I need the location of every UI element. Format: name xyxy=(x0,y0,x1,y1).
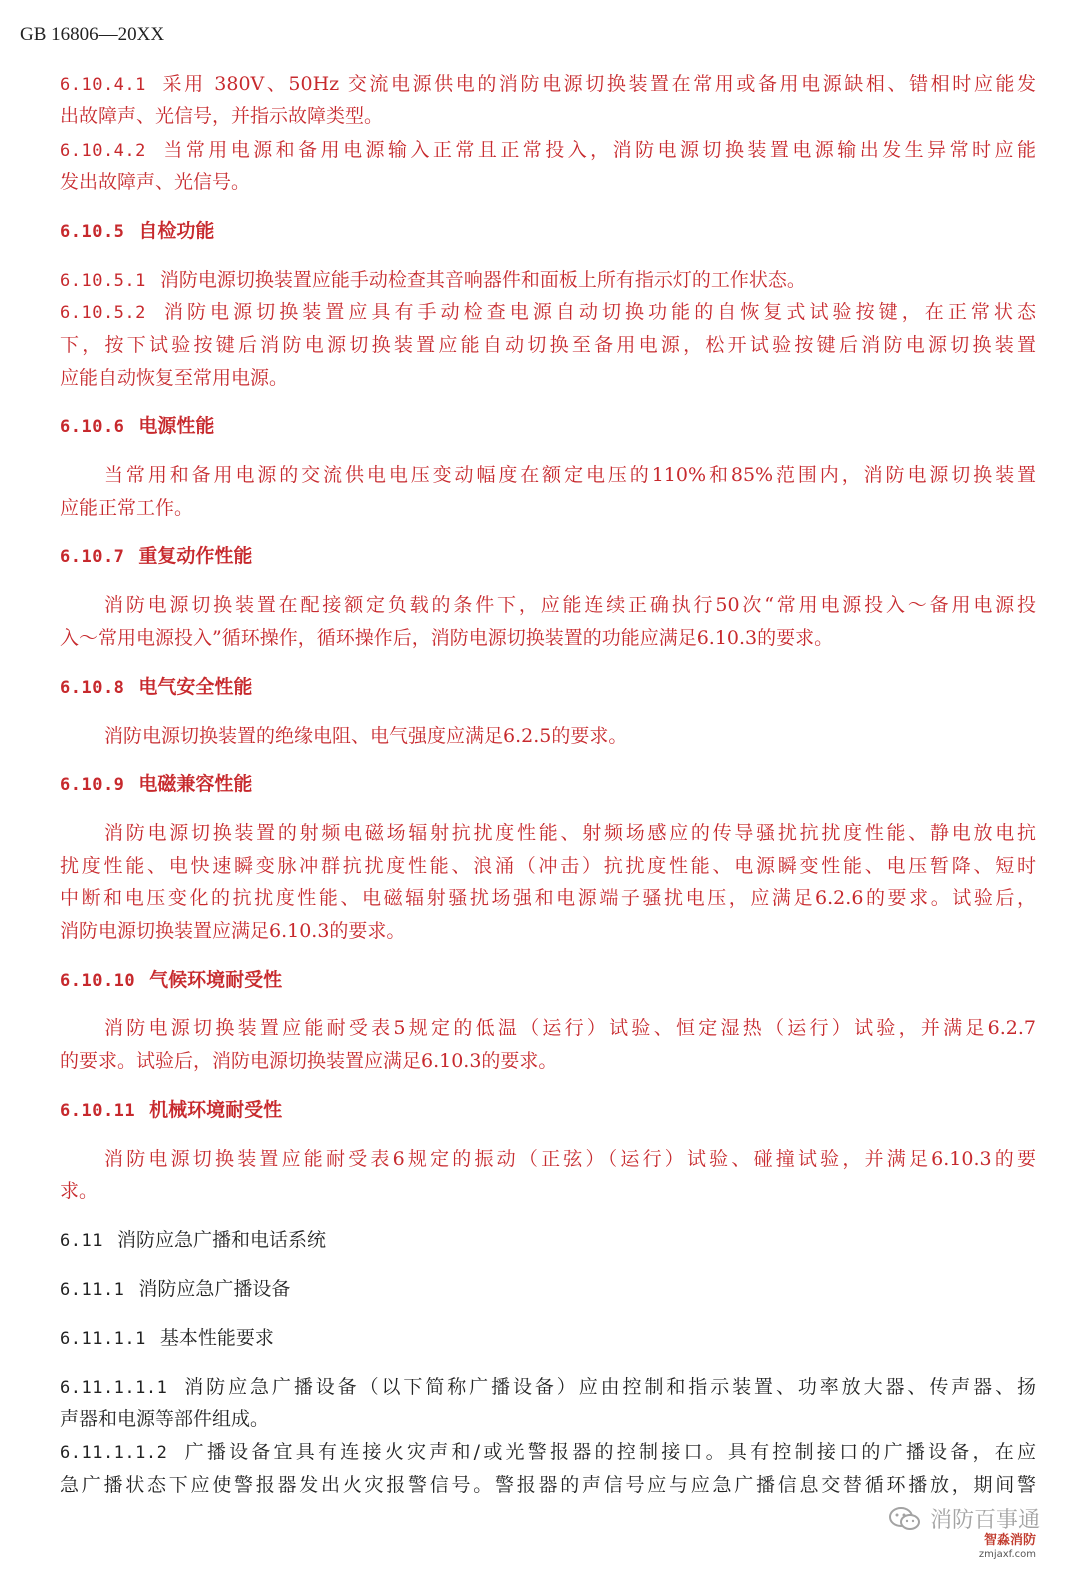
para-6-10-7: 消防电源切换装置在配接额定负载的条件下，应能连续正确执行50次“常用电源投入～备用电源投 xyxy=(104,594,1036,616)
stamp-url: zmjaxf.com xyxy=(978,1549,1036,1560)
wechat-icon xyxy=(888,1506,922,1532)
watermark-text: 消防百事通 xyxy=(929,1508,1040,1533)
heading-6-10-11: 6.10.11 机械环境耐受性 xyxy=(60,1099,283,1121)
para-6-10-11: 消防电源切换装置应能耐受表6规定的振动（正弦）（运行）试验、碰撞试验，并满足6.10.3的要 xyxy=(104,1148,1036,1170)
clause-6-10-5-2: 6.10.5.2 消防电源切换装置应具有手动检查电源自动切换功能的自恢复式试验按键，在正常状态 xyxy=(60,301,1036,323)
clause-6-11-1-1-2: 6.11.1.1.2 广播设备宜具有连接火灾声和/或光警报器的控制接口。具有控制接口的广播设备，在应 xyxy=(60,1441,1036,1463)
para-6-10-11-cont: 求。 xyxy=(60,1180,99,1202)
heading-6-10-10: 6.10.10 气候环境耐受性 xyxy=(60,969,283,991)
doc-code-header: GB 16806—20XX xyxy=(20,24,165,45)
clause-6-10-4-2-cont: 发出故障声、光信号。 xyxy=(60,171,251,193)
heading-6-11: 6.11 消防应急广播和电话系统 xyxy=(60,1229,326,1251)
para-6-10-8: 消防电源切换装置的绝缘电阻、电气强度应满足6.2.5的要求。 xyxy=(104,725,628,747)
para-6-10-9-cont3: 消防电源切换装置应满足6.10.3的要求。 xyxy=(60,920,406,942)
clause-6-10-4-2: 6.10.4.2 当常用电源和备用电源输入正常且正常投入，消防电源切换装置电源输出发生异常时应能 xyxy=(60,139,1036,161)
para-6-10-6: 当常用和备用电源的交流供电电压变动幅度在额定电压的110%和85%范围内，消防电源切换装置 xyxy=(104,464,1036,486)
clause-6-10-5-1: 6.10.5.1 消防电源切换装置应能手动检查其音响器件和面板上所有指示灯的工作状态。 xyxy=(60,269,806,291)
clause-6-10-5-2-cont: 下，按下试验按键后消防电源切换装置应能自动切换至备用电源，松开试验按键后消防电源切换装置 xyxy=(60,334,1036,356)
clause-6-10-4-1: 6.10.4.1 采用 380V、50Hz 交流电源供电的消防电源切换装置在常用或备用电源缺相、错相时应能发 xyxy=(60,73,1036,95)
para-6-10-9-cont2: 中断和电压变化的抗扰度性能、电磁辐射骚扰场强和电源端子骚扰电压，应满足6.2.6的要求。试验后， xyxy=(60,887,1036,909)
para-6-10-10-cont: 的要求。试验后，消防电源切换装置应满足6.10.3的要求。 xyxy=(60,1050,558,1072)
clause-6-11-1-1-2-cont: 急广播状态下应使警报器发出火灾报警信号。警报器的声信号应与应急广播信息交替循环播放，期间警 xyxy=(60,1474,1036,1496)
site-stamp xyxy=(979,1534,1036,1562)
clause-6-10-4-1-cont: 出故障声、光信号，并指示故障类型。 xyxy=(60,105,384,127)
clause-6-10-5-2-cont2: 应能自动恢复至常用电源。 xyxy=(60,367,289,389)
heading-6-10-9: 6.10.9 电磁兼容性能 xyxy=(60,773,253,795)
para-6-10-10: 消防电源切换装置应能耐受表5规定的低温（运行）试验、恒定湿热（运行）试验，并满足6.2.7 xyxy=(104,1017,1036,1039)
stamp-name: 智淼消防 xyxy=(983,1533,1036,1548)
heading-6-10-5: 6.10.5 自检功能 xyxy=(60,220,215,242)
heading-6-10-8: 6.10.8 电气安全性能 xyxy=(60,676,253,698)
clause-6-11-1-1-1-cont: 声器和电源等部件组成。 xyxy=(60,1408,270,1430)
heading-6-10-6: 6.10.6 电源性能 xyxy=(60,415,215,437)
heading-6-10-7: 6.10.7 重复动作性能 xyxy=(60,545,253,567)
para-6-10-9: 消防电源切换装置的射频电磁场辐射抗扰度性能、射频场感应的传导骚扰抗扰度性能、静电放电抗 xyxy=(104,822,1036,844)
para-6-10-7-cont: 入～常用电源投入”循环操作，循环操作后，消防电源切换装置的功能应满足6.10.3的要求。 xyxy=(60,627,834,649)
heading-6-11-1-1: 6.11.1.1 基本性能要求 xyxy=(60,1327,274,1349)
clause-6-11-1-1-1: 6.11.1.1.1 消防应急广播设备（以下简称广播设备）应由控制和指示装置、功率放大器、传声器、扬 xyxy=(60,1376,1036,1398)
watermark xyxy=(888,1503,1040,1534)
para-6-10-6-cont: 应能正常工作。 xyxy=(60,497,194,519)
para-6-10-9-cont: 扰度性能、电快速瞬变脉冲群抗扰度性能、浪涌（冲击）抗扰度性能、电源瞬变性能、电压暂降、短时 xyxy=(60,855,1036,877)
heading-6-11-1: 6.11.1 消防应急广播设备 xyxy=(60,1278,291,1300)
